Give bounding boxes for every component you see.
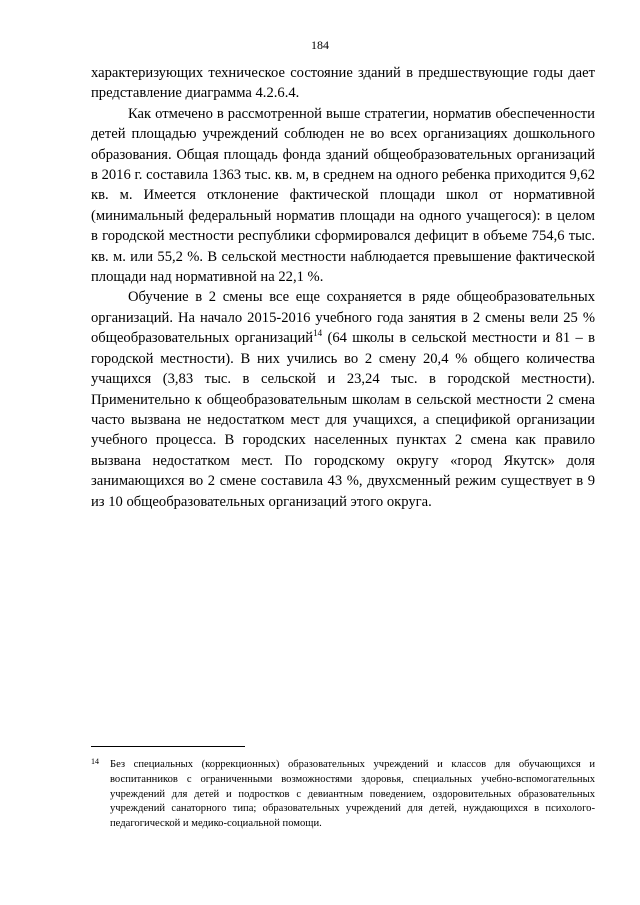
paragraph-area-norms: Как отмечено в рассмотренной выше стратегии, норматив обеспеченности детей площадью учреждений соблюден не во всех организациях дошкольного образования. Общая площадь фонда зданий общеобразовательных организаций в 2016 г. составила 1363 тыс. кв. м, в среднем на одного ребенка приходится 9,62 кв. м. Имеется отклонение фактической площади школ от нормативной (минимальный федеральный норматив площади на одного учащегося): в целом в городской местности республики сформировался дефицит в объеме 754,6 тыс. кв. м. или 55,2 %. В сельской местности наблюдается превышение фактической площади над нормативной на 22,1 %. — [91, 105, 595, 286]
body-text — [91, 63, 595, 512]
footnote-text: Без специальных (коррекционных) образовательных учреждений и классов для обучающихся и воспитанников с ограниченными возможностями здоровья, специальных учебно-вспомогательных учреждений для детей и подростков с девиантным поведением, оздоровительных образовательных учреждений санаторного типа; образовательных учреждений для детей, нуждающихся в психолого-педагогической и медико-социальной помощи. — [110, 759, 595, 830]
paragraph-two-shifts-end: (64 школы в сельской местности и 81 – в городской местности). В них учились во 2 смену 20,4 % общего количества учащихся (3,83 тыс. в сельской и 23,24 тыс. в городской местности). Применительно к общеобразовательным школам в сельской местности 2 смена часто вызвана не недостатком мест для учащихся, а спецификой организации учебного процесса. В городских населенных пунктах 2 смена как правило вызвана недостатком мест. По городскому округу «город Якутск» доля занимающихся во 2 смене составила 43 %, двухсменный режим существует в 9 из 10 общеобразовательных организаций этого округа. — [91, 330, 595, 510]
paragraph-two-shifts — [91, 287, 595, 511]
footnote-reference: 14 — [313, 328, 323, 339]
paragraph-two-shifts-start: Обучение в 2 смены все еще сохраняется в ряде общеобразовательных организаций. На начало 2015-2016 учебного года занятия в 2 смены вели 25 % общеобразовательных организаций — [91, 289, 595, 347]
page-number: 184 — [311, 38, 329, 52]
footnote-separator — [91, 746, 245, 747]
paragraph-continued: характеризующих техническое состояние зданий в предшествующие годы дает представление диаграмма 4.2.6.4. — [91, 65, 595, 102]
footnote — [91, 758, 595, 832]
footnote-mark: 14 — [91, 757, 99, 766]
